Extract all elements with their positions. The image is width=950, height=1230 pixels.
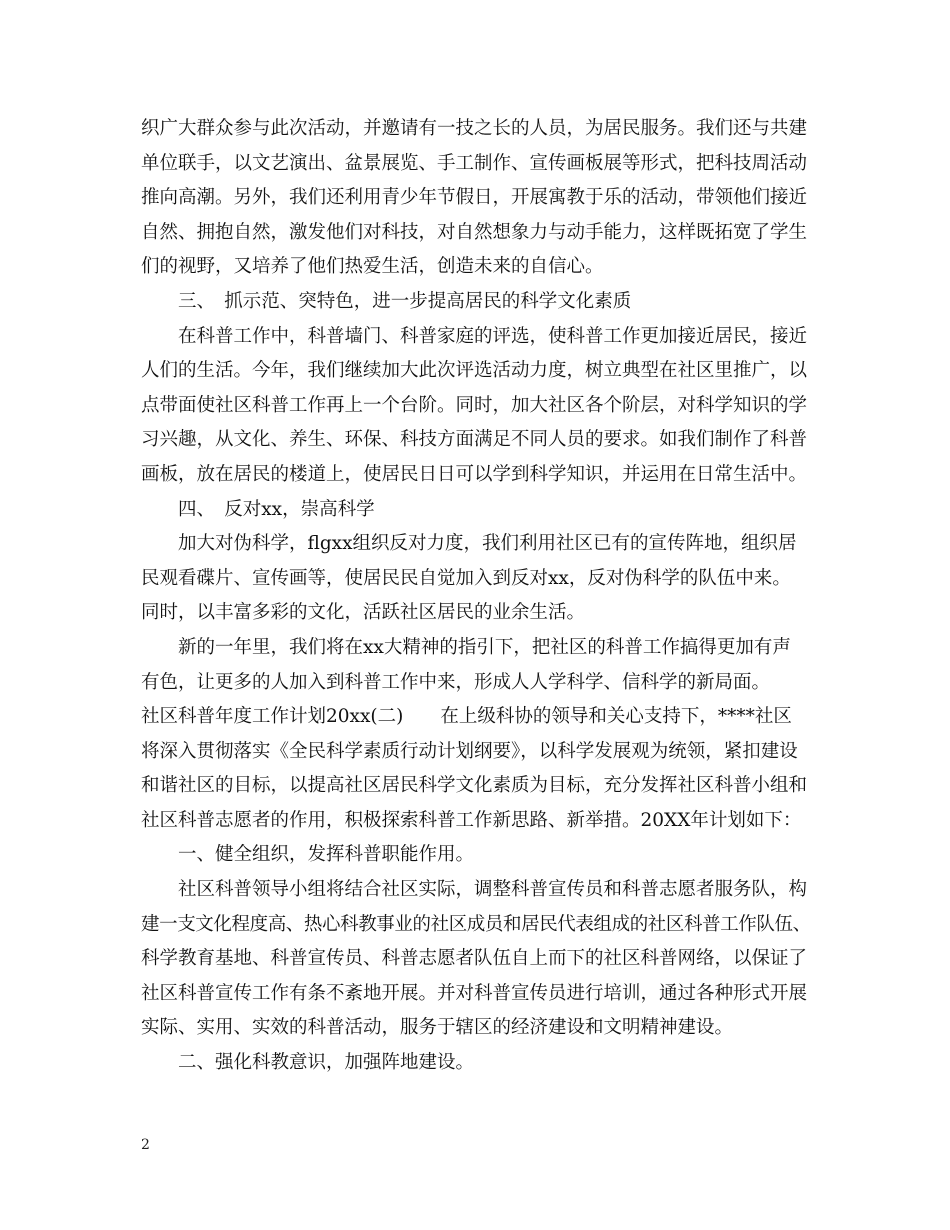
text-line: 三、 抓示范、突特色，进一步提高居民的科学文化素质	[141, 290, 632, 312]
text-line: 织广大群众参与此次活动，并邀请有一技之长的人员，为居民服务。我们还与共建	[141, 118, 808, 139]
text-line: 建一支文化程度高、热心科教事业的社区成员和居民代表组成的社区科普工作队伍、	[141, 913, 811, 935]
text-line: 实际、实用、实效的科普活动，服务于辖区的经济建设和文明精神建设。	[141, 1017, 734, 1039]
text-line: 同时，以丰富多彩的文化，活跃社区居民的业余生活。	[141, 602, 586, 624]
text-line: 社区科普领导小组将结合社区实际，调整科普宣传员和科普志愿者服务队，构	[141, 879, 808, 901]
text-line: 推向高潮。另外，我们还利用青少年节假日，开展寓教于乐的活动，带领他们接近	[141, 187, 808, 209]
text-line: 有色，让更多的人加入到科普工作中来，形成人人学科学、信科学的新局面。	[141, 671, 771, 693]
text-line: 们的视野，又培养了他们热爱生活，创造未来的自信心。	[141, 256, 604, 278]
text-line: 社区科普年度工作计划20xx(二) 在上级科协的领导和关心支持下，****社区	[141, 706, 792, 728]
text-line: 在科普工作中，科普墙门、科普家庭的评选，使科普工作更加接近居民，接近	[141, 325, 808, 347]
text-line: 社区科普志愿者的作用，积极探索科普工作新思路、新举措。20XX年计划如下：	[141, 809, 802, 831]
text-line: 单位联手，以文艺演出、盆景展览、手工制作、宣传画板展等形式，把科技周活动	[141, 152, 808, 174]
text-line: 二、强化科教意识，加强阵地建设。	[141, 1052, 475, 1074]
text-line: 和谐社区的目标，以提高社区居民科学文化素质为目标，充分发挥社区科普小组和	[141, 775, 808, 797]
text-line: 将深入贯彻落实《全民科学素质行动计划纲要》，以科学发展观为统领，紧扣建设	[141, 740, 798, 762]
text-line: 加大对伪科学，flgxx组织反对力度，我们利用社区已有的宣传阵地，组织居	[141, 533, 797, 555]
text-line: 科学教育基地、科普宣传员、科普志愿者队伍自上而下的社区科普网络，以保证了	[141, 948, 808, 970]
page-number: 2	[141, 1137, 150, 1153]
text-line: 画板，放在居民的楼道上，使居民日日可以学到科学知识，并运用在日常生活中。	[141, 463, 808, 485]
text-line: 四、 反对xx，崇高科学	[141, 498, 375, 520]
text-line: 民观看碟片、宣传画等，使居民民自觉加入到反对xx，反对伪科学的队伍中来。	[141, 567, 791, 589]
text-line: 一、健全组织，发挥科普职能作用。	[141, 844, 475, 866]
text-line: 自然、拥抱自然，激发他们对科技，对自然想象力与动手能力，这样既拓宽了学生	[141, 221, 808, 243]
text-line: 新的一年里，我们将在xx大精神的指引下，把社区的科普工作搞得更加有声	[141, 636, 791, 658]
body-text	[141, 112, 816, 1081]
text-line: 点带面使社区科普工作再上一个台阶。同时，加大社区各个阶层，对科学知识的学	[141, 394, 808, 416]
text-line: 社区科普宣传工作有条不紊地开展。并对科普宣传员进行培训，通过各种形式开展	[141, 982, 808, 1004]
text-line: 人们的生活。今年，我们继续加大此次评选活动力度，树立典型在社区里推广，以	[141, 360, 808, 382]
text-line: 习兴趣，从文化、养生、环保、科技方面满足不同人员的要求。如我们制作了科普	[141, 429, 808, 451]
